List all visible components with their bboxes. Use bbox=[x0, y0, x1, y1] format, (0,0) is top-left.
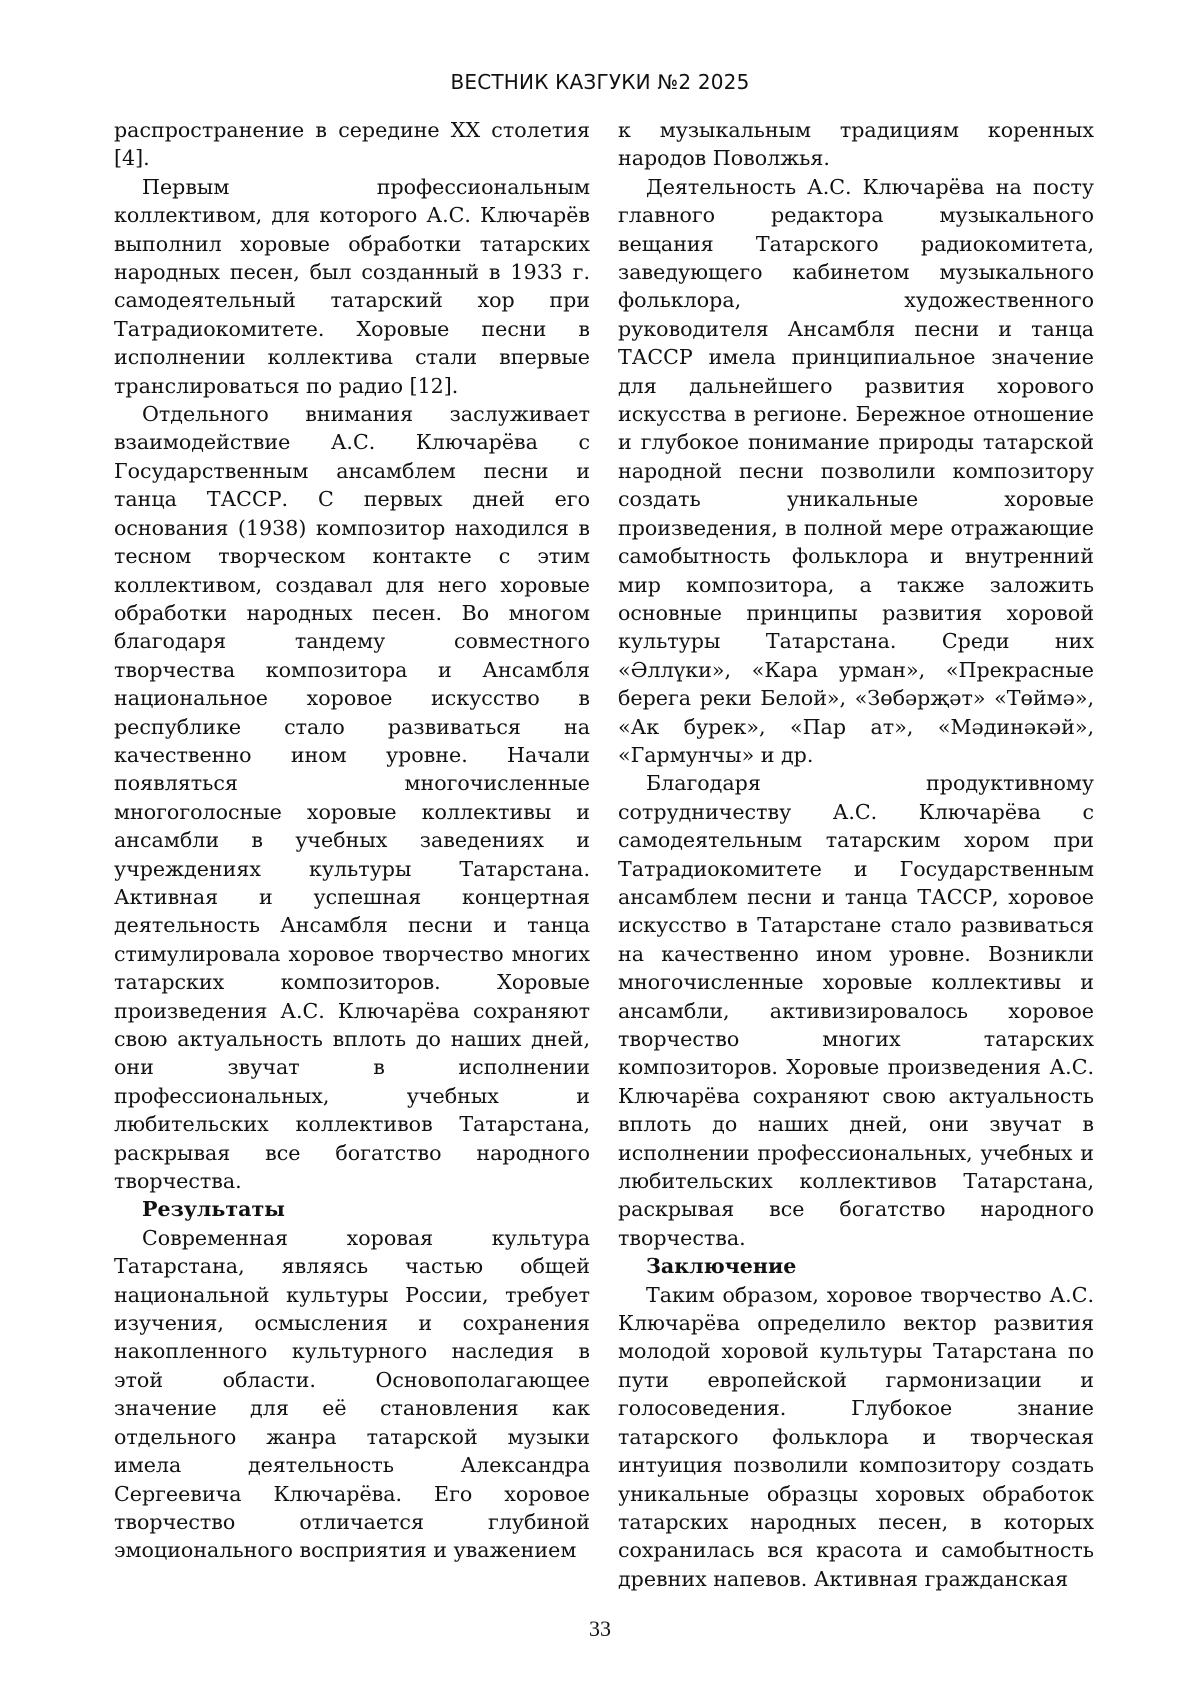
left-column bbox=[114, 116, 590, 1593]
paragraph: Современная хоровая культура Татарстана, являясь частью общей национальной культуры России, требует изучения, осмысления и сохранения накопленного культурного наследия в этой области. Основополагающее значение для её становления как отдельного жанра татарской музыки имела деятельность Александра Сергеевича Ключарёва. Его хоровое творчество отличается глубиной эмоционального восприятия и уважением bbox=[114, 1225, 590, 1563]
section-heading-conclusion: Заключение bbox=[646, 1254, 797, 1279]
text-columns bbox=[114, 116, 1094, 1593]
paragraph-continuation: распространение в середине XX столетия [4]. bbox=[114, 118, 590, 171]
paragraph: Отдельного внимания заслуживает взаимодействие А.С. Ключарёва с Государственным ансамблем песни и танца ТАССР. С первых дней его основания (1938) композитор находился в тесном творческом контакте с этим коллективом, создавал для него хоровые обработки народных песен. Во многом благодаря тандему совместного творчества композитора и Ансамбля национальное хоровое искусство в республике стало развиваться на качественно ином уровне. Начали появляться многочисленные многоголосные хоровые коллективы и ансамбли в учебных заведениях и учреждениях культуры Татарстана. Активная и успешная концертная деятельность Ансамбля песни и танца стимулировала хоровое творчество многих татарских композиторов. Хоровые произведения А.С. Ключарёва сохраняют свою актуальность вплоть до наших дней, они звучат в исполнении профессиональных, учебных и любительских коллективов Татарстана, раскрывая все богатство народного творчества. bbox=[114, 402, 590, 1194]
page-number: 33 bbox=[589, 1616, 611, 1641]
paragraph: Благодаря продуктивному сотрудничеству А.С. Ключарёва с самодеятельным татарским хором при Татрадиокомитете и Государственным ансамблем песни и танца ТАССР, хоровое искусство в Татарстане стало развиваться на качественно ином уровне. Возникли многочисленные хоровые коллективы и ансамбли, активизировалось хоровое творчество многих татарских композиторов. Хоровые произведения А.С. Ключарёва сохраняют свою актуальность вплоть до наших дней, они звучат в исполнении профессиональных, учебных и любительских коллективов Татарстана, раскрывая все богатство народного творчества. bbox=[618, 771, 1094, 1250]
section-heading-results: Результаты bbox=[142, 1197, 285, 1222]
paragraph: Деятельность А.С. Ключарёва на посту главного редактора музыкального вещания Татарского радиокомитета, заведующего кабинетом музыкального фольклора, художественного руководителя Ансамбля песни и танца ТАССР имела принципиальное значение для дальнейшего развития хорового искусства в регионе. Бережное отношение и глубокое понимание природы татарской народной песни позволили композитору создать уникальные хоровые произведения, в полной мере отражающие самобытность фольклора и внутренний мир композитора, а также заложить основные принципы развития хоровой культуры Татарстана. Среди них «Әллүки», «Кара урман», «Прекрасные берега реки Белой», «Зөбәрҗәт» «Төймә», «Ак бурек», «Пар ат», «Мәдинәкәй», «Гармунчы» и др. bbox=[618, 174, 1094, 767]
paragraph-continuation: к музыкальным традициям коренных народов Поволжья. bbox=[618, 118, 1094, 171]
paragraph: Таким образом, хоровое творчество А.С. Ключарёва определило вектор развития молодой хоровой культуры Татарстана по пути европейской гармонизации и голосоведения. Глубокое знание татарского фольклора и творческая интуиция позволили композитору создать уникальные образцы хоровых обработок татарских народных песен, в которых сохранилась вся красота и самобытность древних напевов. Активная гражданская bbox=[618, 1282, 1094, 1591]
paragraph: Первым профессиональным коллективом, для которого А.С. Ключарёв выполнил хоровые обработки татарских народных песен, был созданный в 1933 г. самодеятельный татарский хор при Татрадиокомитете. Хоровые песни в исполнении коллектива стали впервые транслироваться по радио [12]. bbox=[114, 174, 590, 398]
journal-header: ВЕСТНИК КАЗГУКИ №2 2025 bbox=[450, 70, 750, 94]
right-column bbox=[618, 116, 1094, 1593]
